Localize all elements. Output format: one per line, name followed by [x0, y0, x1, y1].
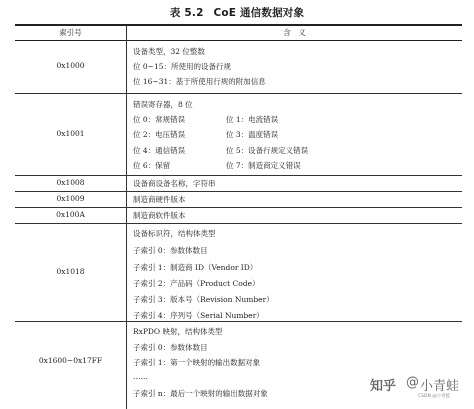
meaning-line: 位 3：温度错误: [226, 130, 279, 139]
meaning-line: 设备商设备名称，字符串: [133, 179, 216, 188]
watermark-at: @: [406, 375, 419, 390]
meaning-line: 子索引 4：序列号（Serial Number）: [133, 311, 264, 320]
meaning-line: 位 1：电流错误: [226, 115, 279, 124]
meaning-line: 子索引 n：最后一个映射的输出数据对象: [133, 389, 268, 398]
index-cell: 0x100A: [56, 210, 85, 219]
watermark: [368, 373, 468, 401]
index-cell: 0x1008: [56, 178, 85, 187]
row-separator: [15, 321, 462, 322]
meaning-line: 位 7：制造商定义错误: [226, 161, 301, 170]
row-separator: [15, 175, 462, 176]
watermark-user: 小青蛙: [420, 379, 460, 394]
meaning-line: 设备标识符，结构体类型: [133, 229, 216, 238]
row-separator: [15, 223, 462, 224]
meaning-line: 位 2：电压错误: [133, 130, 186, 139]
column-divider: [126, 25, 127, 409]
table-caption: CoE 通信数据对象: [213, 7, 305, 19]
table-title: [0, 5, 474, 21]
meaning-line: 子索引 1：第一个映射的输出数据对象: [133, 358, 261, 367]
meaning-line: 位 16~31：基于所使用行规的附加信息: [133, 77, 266, 86]
row-separator: [15, 191, 462, 192]
meaning-line: 位 6：保留: [133, 161, 171, 170]
meaning-line: 子索引 1：制造商 ID（Vendor ID）: [133, 263, 258, 272]
watermark-sub: CSDN @小青蛙: [418, 394, 451, 399]
meaning-line: 位 0~15：所使用的设备行规: [133, 62, 231, 71]
meaning-line: 制造商硬件版本: [133, 195, 186, 204]
header-meaning: 含 义: [283, 28, 306, 37]
meaning-line: 制造商软件版本: [133, 211, 186, 220]
table-number: 表 5.2: [169, 7, 204, 19]
index-cell: 0x1009: [56, 194, 85, 203]
meaning-line: 子索引 2：产品码（Product Code）: [133, 279, 260, 288]
meaning-line: 子索引 0：参数体数目: [133, 246, 208, 255]
meaning-line: 子索引 3：版本号（Revision Number）: [133, 295, 274, 304]
meaning-line: RxPDO 映射，结构体类型: [133, 327, 223, 336]
meaning-line: 子索引 0：参数体数目: [133, 343, 208, 352]
table-header-rule: [15, 40, 462, 41]
meaning-line: ……: [133, 372, 148, 381]
meaning-line: 位 0：常规错误: [133, 115, 186, 124]
meaning-line: 位 5：设备行规定义错误: [226, 146, 309, 155]
index-cell: 0x1001: [56, 129, 85, 138]
row-separator: [15, 207, 462, 208]
row-separator: [15, 93, 462, 94]
meaning-line: 位 4：通信错误: [133, 146, 186, 155]
watermark-brand: 知乎: [370, 379, 397, 394]
index-cell: 0x1000: [56, 61, 85, 70]
meaning-line: 设备类型，32 位整数: [133, 47, 205, 56]
index-cell: 0x1600~0x17FF: [38, 356, 103, 365]
header-index: 索引号: [59, 28, 82, 37]
meaning-line: 错误寄存器，8 位: [133, 100, 193, 109]
index-cell: 0x1018: [56, 267, 85, 276]
